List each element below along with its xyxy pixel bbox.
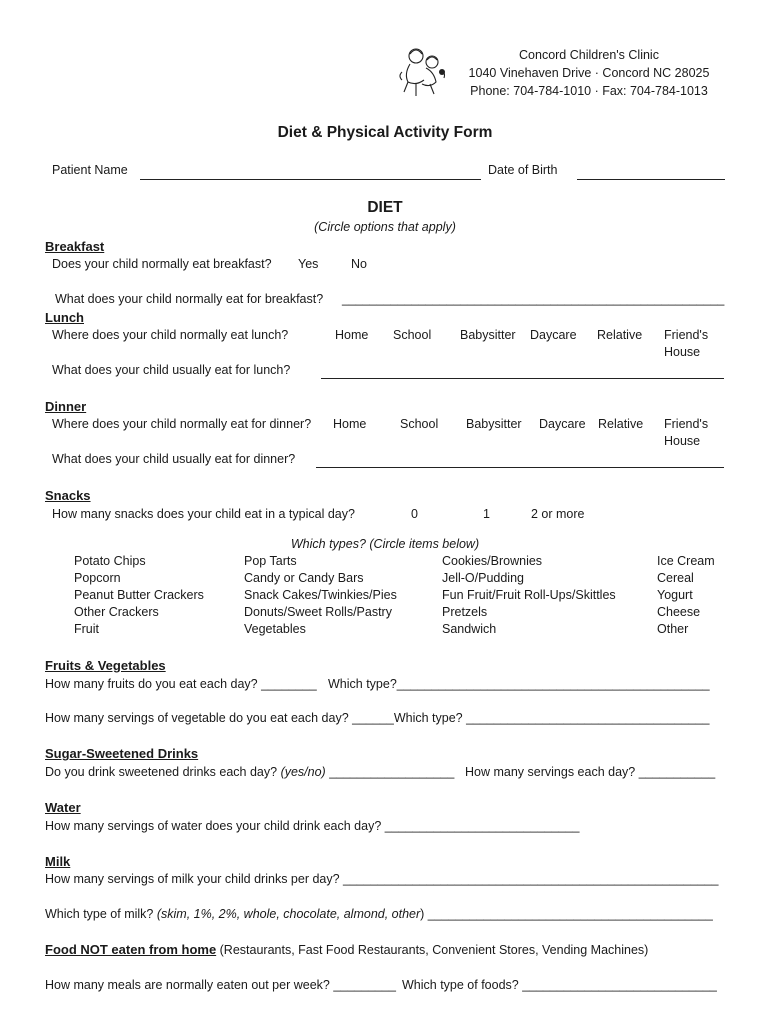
dinner-food-question: What does your child usually eat for dinner? bbox=[52, 452, 296, 466]
diet-heading: DIET bbox=[367, 199, 403, 216]
food-out-heading: Food NOT eaten from home bbox=[45, 942, 217, 957]
dinner-heading: Dinner bbox=[45, 399, 87, 414]
lunch-location-question: Where does your child normally eat lunch? bbox=[52, 328, 289, 342]
snack-item[interactable]: Cereal bbox=[657, 571, 694, 585]
snacks-count-1[interactable]: 1 bbox=[483, 507, 490, 521]
dinner-option-friends[interactable]: Friend's bbox=[664, 417, 709, 431]
snacks-count-question: How many snacks does your child eat in a typical day? bbox=[52, 507, 355, 521]
milk-servings-question[interactable]: How many servings of milk your child drinks per day? ______________________________________________________ bbox=[45, 872, 719, 886]
form-title: Diet & Physical Activity Form bbox=[277, 124, 493, 141]
lunch-option-school[interactable]: School bbox=[393, 328, 432, 342]
clinic-logo bbox=[396, 44, 452, 100]
snack-item[interactable]: Cheese bbox=[657, 605, 701, 619]
water-heading: Water bbox=[45, 800, 81, 815]
food-out-note: (Restaurants, Fast Food Restaurants, Convenient Stores, Vending Machines) bbox=[216, 943, 649, 957]
snack-item[interactable]: Fruit bbox=[74, 622, 99, 636]
fruit-type-question[interactable]: Which type?_____________________________________________ bbox=[328, 677, 710, 691]
clinic-phone: Phone: 704-784-1010 · Fax: 704-784-1013 bbox=[470, 84, 708, 98]
breakfast-food-field[interactable]: _______________________________________________________ bbox=[342, 292, 725, 306]
food-out-type-question[interactable]: Which type of foods? ____________________________ bbox=[402, 978, 717, 992]
dinner-option-house[interactable]: House bbox=[664, 434, 701, 448]
breakfast-no-option[interactable]: No bbox=[351, 257, 367, 271]
dinner-option-home[interactable]: Home bbox=[333, 417, 367, 431]
breakfast-heading: Breakfast bbox=[45, 239, 105, 254]
snack-item[interactable]: Peanut Butter Crackers bbox=[74, 588, 204, 602]
meals-out-question[interactable]: How many meals are normally eaten out per week? _________ bbox=[45, 978, 396, 992]
dinner-food-field[interactable] bbox=[316, 467, 724, 468]
snack-item[interactable]: Ice Cream bbox=[657, 554, 715, 568]
drinks-servings-question[interactable]: How many servings each day? ___________ bbox=[465, 765, 716, 779]
snack-item[interactable]: Sandwich bbox=[442, 622, 497, 636]
breakfast-question: Does your child normally eat breakfast? bbox=[52, 257, 272, 271]
snack-item[interactable]: Pretzels bbox=[442, 605, 488, 619]
snack-item[interactable]: Other bbox=[657, 622, 689, 636]
diet-instruction: (Circle options that apply) bbox=[314, 220, 456, 234]
dob-label: Date of Birth bbox=[488, 163, 558, 177]
snack-item[interactable]: Other Crackers bbox=[74, 605, 159, 619]
sweetened-drinks-question[interactable]: Do you drink sweetened drinks each day? (yes/no) __________________ bbox=[45, 765, 455, 779]
water-servings-question[interactable]: How many servings of water does your child drink each day? ____________________________ bbox=[45, 819, 580, 833]
lunch-option-friends[interactable]: Friend's bbox=[664, 328, 709, 342]
children-illustration-icon bbox=[396, 44, 452, 100]
snacks-count-2-or-more[interactable]: 2 or more bbox=[531, 507, 585, 521]
snack-item[interactable]: Popcorn bbox=[74, 571, 121, 585]
vegetable-servings-question[interactable]: How many servings of vegetable do you eat each day? ______Which type? ___________________________________ bbox=[45, 711, 710, 725]
patient-name-field[interactable] bbox=[140, 179, 481, 180]
snack-item[interactable]: Snack Cakes/Twinkies/Pies bbox=[244, 588, 397, 602]
lunch-option-relative[interactable]: Relative bbox=[597, 328, 643, 342]
patient-name-label: Patient Name bbox=[52, 163, 128, 177]
snack-item[interactable]: Cookies/Brownies bbox=[442, 554, 543, 568]
dinner-option-babysitter[interactable]: Babysitter bbox=[466, 417, 522, 431]
lunch-option-daycare[interactable]: Daycare bbox=[530, 328, 577, 342]
dinner-location-question: Where does your child normally eat for dinner? bbox=[52, 417, 312, 431]
dinner-option-school[interactable]: School bbox=[400, 417, 439, 431]
fruits-per-day-question[interactable]: How many fruits do you eat each day? ________ bbox=[45, 677, 317, 691]
lunch-heading: Lunch bbox=[45, 310, 84, 325]
dinner-option-daycare[interactable]: Daycare bbox=[539, 417, 586, 431]
fruits-vegetables-heading: Fruits & Vegetables bbox=[45, 658, 166, 673]
milk-type-question[interactable]: Which type of milk? (skim, 1%, 2%, whole, chocolate, almond, other) _________________________________________ bbox=[45, 907, 713, 921]
snacks-count-0[interactable]: 0 bbox=[411, 507, 418, 521]
breakfast-food-question: What does your child normally eat for breakfast? bbox=[55, 292, 324, 306]
breakfast-yes-option[interactable]: Yes bbox=[298, 257, 319, 271]
food-out-section bbox=[45, 942, 648, 957]
snack-item[interactable]: Candy or Candy Bars bbox=[244, 571, 364, 585]
clinic-name: Concord Children's Clinic bbox=[519, 48, 659, 62]
snack-item[interactable]: Pop Tarts bbox=[244, 554, 297, 568]
lunch-option-babysitter[interactable]: Babysitter bbox=[460, 328, 516, 342]
milk-heading: Milk bbox=[45, 854, 71, 869]
snack-item[interactable]: Vegetables bbox=[244, 622, 306, 636]
dob-field[interactable] bbox=[577, 179, 725, 180]
snack-item[interactable]: Donuts/Sweet Rolls/Pastry bbox=[244, 605, 392, 619]
clinic-address: 1040 Vinehaven Drive · Concord NC 28025 bbox=[468, 66, 710, 80]
sweetened-drinks-heading: Sugar-Sweetened Drinks bbox=[45, 746, 199, 761]
snack-item[interactable]: Yogurt bbox=[657, 588, 693, 602]
snack-item[interactable]: Fun Fruit/Fruit Roll-Ups/Skittles bbox=[442, 588, 616, 602]
lunch-food-field[interactable] bbox=[321, 378, 724, 379]
lunch-food-question: What does your child usually eat for lunch? bbox=[52, 363, 291, 377]
dinner-option-relative[interactable]: Relative bbox=[598, 417, 644, 431]
snacks-heading: Snacks bbox=[45, 488, 91, 503]
lunch-option-house[interactable]: House bbox=[664, 345, 701, 359]
snack-item[interactable]: Jell-O/Pudding bbox=[442, 571, 524, 585]
lunch-option-home[interactable]: Home bbox=[335, 328, 369, 342]
snack-item[interactable]: Potato Chips bbox=[74, 554, 146, 568]
snacks-types-label: Which types? (Circle items below) bbox=[290, 537, 480, 551]
